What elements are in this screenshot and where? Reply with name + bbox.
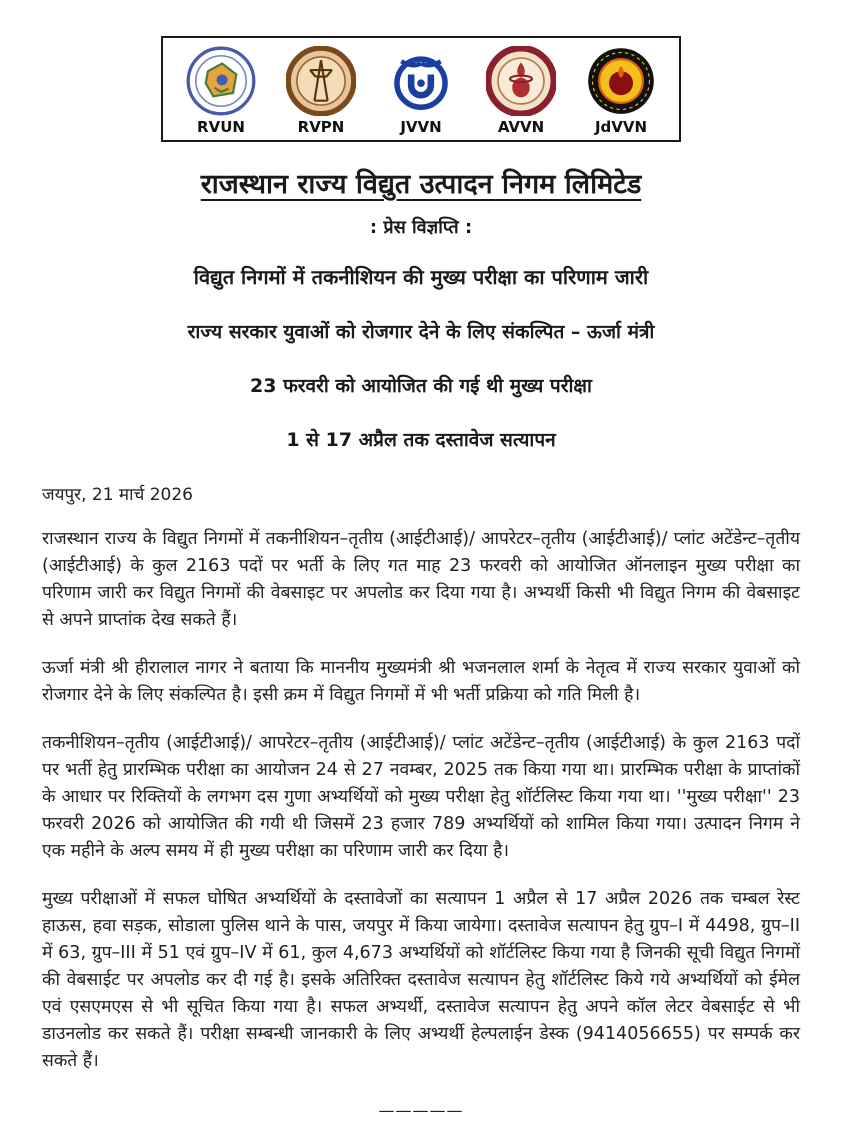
avvn-logo-label: AVVN <box>497 118 545 136</box>
subheadline-verification-dates: 1 से 17 अप्रैल तक दस्तावेज सत्यापन <box>286 429 556 451</box>
logo-cell-avvn <box>475 46 567 136</box>
subheadline-exam-date: 23 फरवरी को आयोजित की गई थी मुख्य परीक्षा <box>250 375 592 397</box>
logo-cell-jvvn <box>375 46 467 136</box>
rvun-logo-label: RVUN <box>197 118 245 136</box>
subheadline-minister: राज्य सरकार युवाओं को रोजगार देने के लिए संकल्पित – ऊर्जा मंत्री <box>187 321 655 343</box>
rvpn-logo-icon <box>286 46 356 116</box>
press-note-label: : प्रेस विज्ञप्ति : <box>369 217 473 238</box>
body-paragraph-1: राजस्थान राज्य के विद्युत निगमों में तकनीशियन–तृतीय (आईटीआई)/ आपरेटर–तृतीय (आईटीआई)/ प्लांट अटेंडेन्ट–तृतीय (आईटीआई) के कुल 2163 पदों पर भर्ती के लिए गत माह 23 फरवरी को आयोजित ऑनलाइन मुख्य परीक्षा का परिणाम जारी कर विद्युत निगमों की वेबसाइट पर अपलोड कर दिया गया है। अभ्यर्थी किसी भी विद्युत निगम की वेबसाइट से अपने प्राप्तांक देख सकते हैं। <box>42 529 800 630</box>
logo-cell-jdvvn <box>575 46 667 136</box>
jvvn-logo-icon <box>386 46 456 116</box>
jvvn-logo-label: JVVN <box>400 118 442 136</box>
dateline: जयपुर, 21 मार्च 2026 <box>42 485 193 505</box>
rvun-logo-icon <box>186 46 256 116</box>
body-paragraph-4: मुख्य परीक्षाओं में सफल घोषित अभ्यर्थियों के दस्तावेजों का सत्यापन 1 अप्रैल से 17 अप्रैल 2026 तक चम्बल रेस्ट हाऊस, हवा सड़क, सोडाला पुलिस थाने के पास, जयपुर में किया जायेगा। दस्तावेज सत्यापन हेतु ग्रुप–I में 4498, ग्रुप–II में 63, ग्रुप–III में 51 एवं ग्रुप–IV में 61, कुल 4,673 अभ्यर्थियों को शॉर्टलिस्ट किया गया है जिनकी सूची विद्युत निगमों की वेबसाईट पर अपलोड कर दी गई है। इसके अतिरिक्त दस्तावेज सत्यापन हेतु शॉर्टलिस्ट किये गये अभ्यर्थियों को ईमेल एवं एसएमएस से भी सूचित किया गया है। सफल अभ्यर्थी, दस्तावेज सत्यापन हेतु अपने कॉल लेटर वेबसाईट से भी डाउनलोड कर सकते हैं। परीक्षा सम्बन्धी जानकारी के लिए अभ्यर्थी हेल्पलाईन डेस्क (9414056655) पर सम्पर्क कर सकते हैं। <box>42 889 800 1071</box>
headline: विद्युत निगमों में तकनीशियन की मुख्य परीक्षा का परिणाम जारी <box>193 265 649 289</box>
rvpn-logo-label: RVPN <box>297 118 345 136</box>
avvn-logo-icon <box>486 46 556 116</box>
body-paragraph-3: तकनीशियन–तृतीय (आईटीआई)/ आपरेटर–तृतीय (आईटीआई)/ प्लांट अटेंडेन्ट–तृतीय (आईटीआई) के कुल 2163 पदों पर भर्ती हेतु प्रारम्भिक परीक्षा का आयोजन 24 से 27 नवम्बर, 2025 तक किया गया था। प्रारम्भिक परीक्षा के प्राप्तांकों के आधार पर रिक्तियों के लगभग दस गुणा अभ्यर्थियों को मुख्य परीक्षा हेतु शॉर्टलिस्ट किया गया था। ''मुख्य परीक्षा'' 23 फरवरी 2026 को आयोजित की गयी थी जिसमें 23 हजार 789 अभ्यर्थियों को शामिल किया गया। उत्पादन निगम ने एक महीने के अल्प समय में ही मुख्य परीक्षा का परिणाम जारी कर दिया है। <box>42 733 800 861</box>
body-paragraph-2: ऊर्जा मंत्री श्री हीरालाल नागर ने बताया कि माननीय मुख्यमंत्री श्री भजनलाल शर्मा के नेतृत्व में राज्य सरकार युवाओं को रोजगार देने के लिए संकल्पित है। इसी क्रम में विद्युत निगमों में भी भर्ती प्रक्रिया को गति मिली है। <box>42 658 800 705</box>
org-title: राजस्थान राज्य विद्युत उत्पादन निगम लिमिटेड <box>200 169 642 200</box>
jdvvn-logo-label: JdVVN <box>594 118 648 136</box>
logo-cell-rvpn <box>275 46 367 136</box>
logo-cell-rvun <box>175 46 267 136</box>
jdvvn-logo-icon <box>586 46 656 116</box>
footer-divider: ————— <box>378 1101 464 1120</box>
logo-strip <box>161 36 681 142</box>
